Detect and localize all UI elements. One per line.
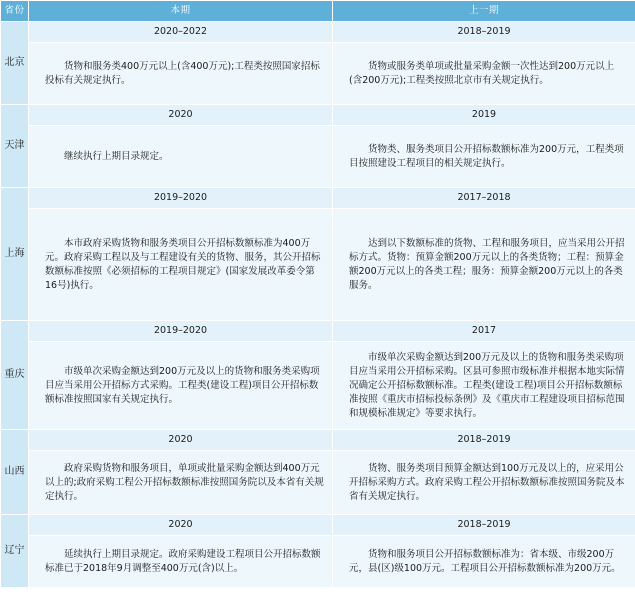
previous-text [333,451,635,515]
current-text-content: 市级单次采购金额达到200万元及以上的货物和服务类采购项目应当采用公开招标方式采购。工程类(建设工程)项目公开招标数额标准按照国家有关规定执行。 [45,365,320,405]
previous-text-content: 货物或服务类单项或批量采购金额一次性达到200万元以上(含200万元);工程类按照北京市有关规定执行。 [349,60,615,86]
previous-text-content: 货物和服务项目公开招标数额标准为：省本级、市级200万元，县(区)级100万元。工程项目公开招标数额标准为200万元。 [349,548,621,574]
current-text-content: 本市政府采购货物和服务类项目公开招标数额标准为400万元。政府采购工程以及与工程建设有关的货物、服务，其公开招标数额标准按照《必须招标的工程项目规定》(国家发展改革委令第16号)执行。 [45,237,321,291]
previous-text [333,43,635,105]
header-province: 省份 [1,1,29,22]
previous-text [333,209,635,321]
table-row-desc [1,536,635,588]
current-text-content: 货物和服务类400万元以上(含400万元);工程类按照国家招标投标有关规定执行。 [45,60,320,86]
current-period: 2020 [29,515,333,536]
previous-text-content: 市级单次采购金额达到200万元及以上的货物和服务类采购项目应当采用公开招标采购。区县可参照市级标准并根据本地实际情况确定公开招标数额标准。工程类(建设工程)项目公开招标数额标准按照《重庆市招标投标条例》及《重庆市工程建设项目招标范围和规模标准规定》等要求执行。 [349,351,625,419]
table-header-row [1,1,635,22]
table-row-desc [1,43,635,105]
current-text [29,126,333,188]
previous-period: 2018–2019 [333,430,635,451]
header-previous: 上一期 [333,1,635,22]
province-cell: 重庆 [1,321,29,430]
header-current: 本期 [29,1,333,22]
province-cell: 北京 [1,22,29,105]
table-row-period [1,515,635,536]
table-row-desc [1,209,635,321]
current-period: 2019–2020 [29,321,333,342]
current-text [29,536,333,588]
previous-text [333,536,635,588]
previous-text [333,342,635,430]
table-row-period [1,22,635,43]
table-row-desc [1,126,635,188]
province-cell: 天津 [1,105,29,188]
table-row-desc [1,451,635,515]
current-text [29,209,333,321]
current-text [29,342,333,430]
current-text-content: 政府采购货物和服务项目，单项或批量采购金额达到400万元以上的;政府采购工程公开招标数额标准按照国务院以及本省有关规定执行。 [45,462,324,502]
province-cell: 上海 [1,188,29,321]
current-period: 2020 [29,430,333,451]
previous-text-content: 货物类、服务类项目公开招标数额标准为200万元，工程类项目按照建设工程项目的相关规定执行。 [349,143,624,169]
previous-period: 2018–2019 [333,515,635,536]
previous-text [333,126,635,188]
current-text [29,43,333,105]
previous-period: 2018–2019 [333,22,635,43]
current-text [29,451,333,515]
previous-period: 2017 [333,321,635,342]
current-period: 2020–2022 [29,22,333,43]
current-period: 2020 [29,105,333,126]
previous-text-content: 达到以下数额标准的货物、工程和服务项目，应当采用公开招标方式。货物：预算金额200万元以上的各类货物；工程：预算金额200万元以上的各类工程；服务：预算金额200万元以上的各类服务。 [349,237,625,291]
table-row-period [1,430,635,451]
province-cell: 山西 [1,430,29,515]
table-row-desc [1,342,635,430]
table-row-period [1,321,635,342]
previous-text-content: 货物、服务类项目预算金额达到100万元及以上的，应采用公开招标采购方式。政府采购工程公开招标数额标准按照国务院及本省有关规定执行。 [349,462,625,502]
previous-period: 2017–2018 [333,188,635,209]
table-row-period [1,105,635,126]
current-text-content: 延续执行上期目录规定。政府采购建设工程项目公开招标数额标准已于2018年9月调整至400万元(含)以上。 [45,548,321,574]
current-period: 2019–2020 [29,188,333,209]
current-text-content: 继续执行上期目录规定。 [64,150,169,162]
previous-period: 2019 [333,105,635,126]
table-row-period [1,188,635,209]
province-cell: 辽宁 [1,515,29,588]
